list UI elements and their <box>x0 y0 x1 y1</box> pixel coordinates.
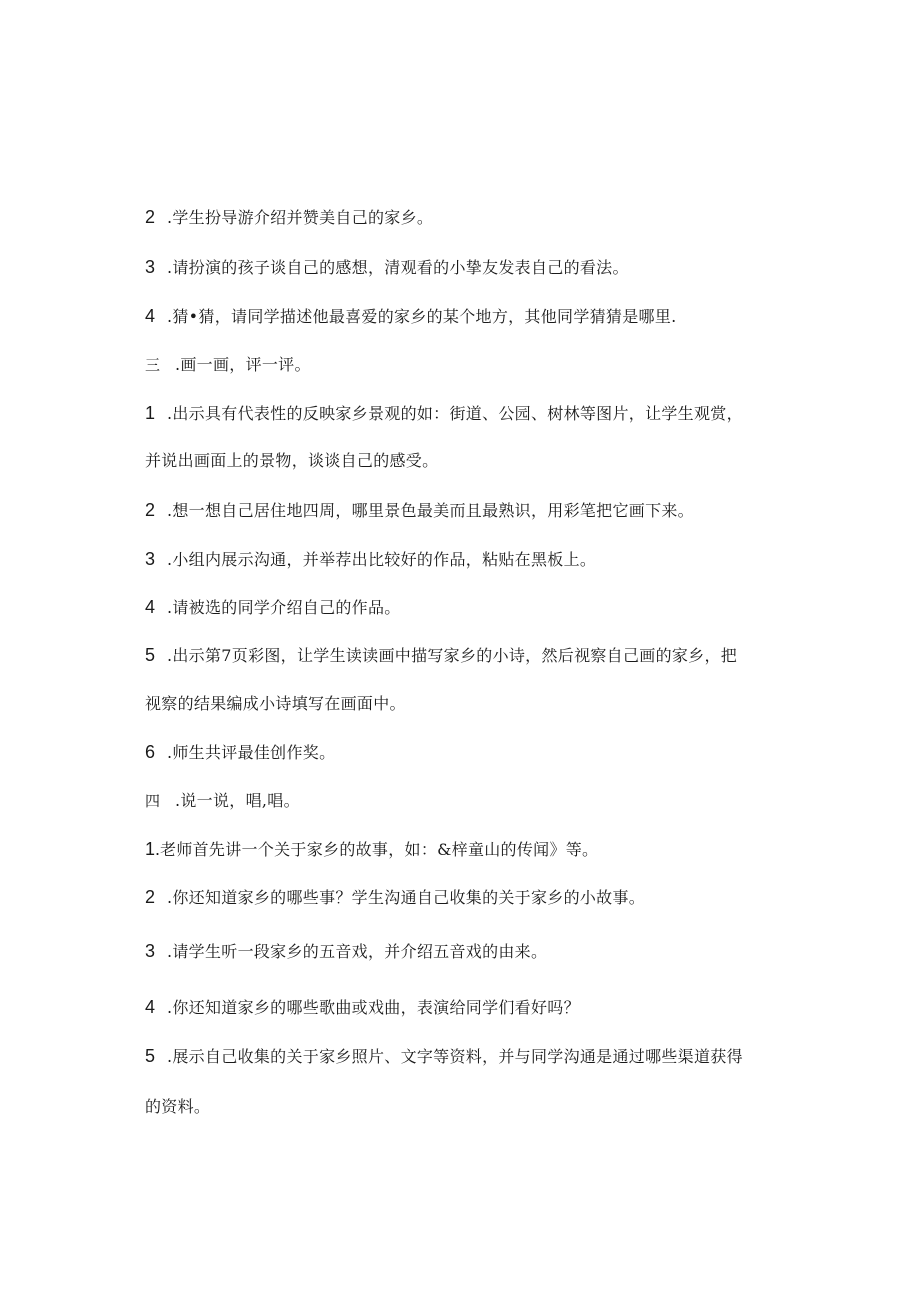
item-text: .你还知道家乡的哪些歌曲或戏曲，表演给同学们看好吗？ <box>167 998 580 1017</box>
item-number: 2 <box>145 887 156 907</box>
section-number: 四 <box>145 792 161 810</box>
list-item <box>145 403 743 424</box>
item-number: 4 <box>145 306 156 326</box>
list-item <box>145 1046 743 1067</box>
item-text: 视察的结果编成小诗填写在画面中。 <box>145 694 406 713</box>
list-item <box>145 839 598 860</box>
item-number: 4 <box>145 997 156 1017</box>
list-item <box>145 997 580 1018</box>
item-text: .学生扮导游介绍并赞美自己的家乡。 <box>167 208 434 227</box>
item-text: 并说出画面上的景物，谈谈自己的感受。 <box>145 451 439 470</box>
item-text: .请扮演的孩子谈自己的感想，清观看的小挚友发表自己的看法。 <box>167 258 629 277</box>
section-heading <box>145 355 311 375</box>
list-item <box>145 645 737 666</box>
list-item <box>145 941 547 962</box>
item-text: .出示第7页彩图，让学生读读画中描写家乡的小诗，然后视察自己画的家乡，把 <box>167 646 738 665</box>
list-item <box>145 500 694 521</box>
item-text: .请被选的同学介绍自己的作品。 <box>167 598 401 617</box>
item-number: 3 <box>145 549 156 569</box>
section-number: 三 <box>145 356 161 374</box>
list-item <box>145 597 401 618</box>
item-text: .小组内展示沟通，并举荐出比较好的作品，粘贴在黑板上。 <box>167 550 597 569</box>
item-text: .师生共评最佳创作奖。 <box>167 743 336 762</box>
item-text: .出示具有代表性的反映家乡景观的如：街道、公园、树林等图片，让学生观赏， <box>167 404 743 423</box>
item-number: 2 <box>145 500 156 520</box>
section-heading <box>145 791 300 811</box>
item-number: 2 <box>145 207 156 227</box>
item-number: 5 <box>145 1046 156 1066</box>
item-text: .展示自己收集的关于家乡照片、文字等资料，并与同学沟通是通过哪些渠道获得 <box>167 1047 743 1066</box>
list-item-continuation <box>145 451 438 471</box>
item-text: .你还知道家乡的哪些事？学生沟通自己收集的关于家乡的小故事。 <box>167 888 646 907</box>
list-item <box>145 257 629 278</box>
list-item <box>145 887 645 908</box>
item-text: .想一想自己居住地四周，哪里景色最美而且最熟识，用彩笔把它画下来。 <box>167 501 694 520</box>
item-number: 3 <box>145 941 156 961</box>
item-text: 的资料。 <box>145 1097 211 1116</box>
item-text: .请学生听一段家乡的五音戏，并介绍五音戏的由来。 <box>167 942 548 961</box>
item-number: 6 <box>145 742 156 762</box>
item-number: 1 <box>145 403 156 423</box>
item-number: 3 <box>145 257 156 277</box>
list-item-continuation <box>145 1097 210 1117</box>
item-number: 4 <box>145 597 156 617</box>
list-item <box>145 306 677 327</box>
item-number: 1. <box>145 839 161 859</box>
list-item <box>145 549 596 570</box>
section-title: .画一画，评一评。 <box>175 355 311 374</box>
item-text: 老师首先讲一个关于家乡的故事，如：&梓童山的传闻》等。 <box>160 840 599 859</box>
list-item-continuation <box>145 694 406 714</box>
item-text: .猜•猜，请同学描述他最喜爱的家乡的某个地方，其他同学猜猜是哪里. <box>167 307 677 326</box>
list-item <box>145 742 335 763</box>
item-number: 5 <box>145 645 156 665</box>
section-title: .说一说，唱,唱。 <box>175 791 300 810</box>
list-item <box>145 207 433 228</box>
